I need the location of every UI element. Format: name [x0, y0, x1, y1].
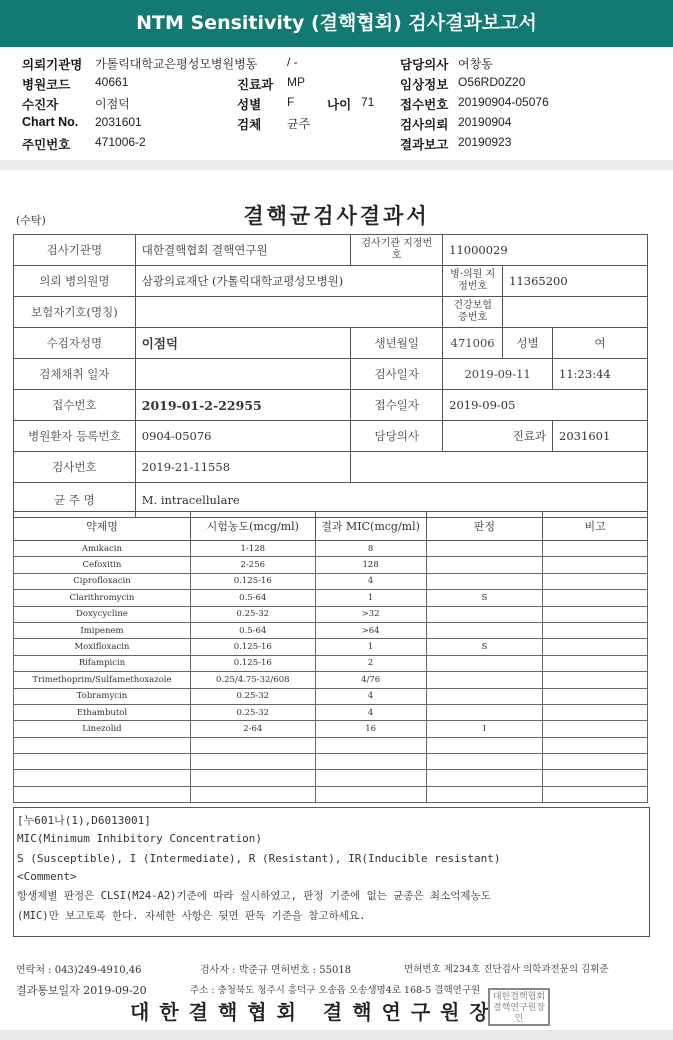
mic-result: >64 — [315, 622, 426, 638]
remark-header: 비고 — [543, 512, 648, 541]
remark — [543, 622, 648, 638]
drug-row — [14, 573, 648, 589]
drug-name: Imipenem — [14, 622, 191, 638]
health-insurance-label: 건강보험 증번호 — [443, 297, 503, 328]
clinical-info-value: O56RD0Z20 — [458, 75, 526, 89]
interpretation: S — [426, 639, 543, 655]
interpretation — [426, 622, 543, 638]
empty-cell — [14, 786, 191, 802]
organization-name: 대한결핵협회 결핵연구원장 — [130, 1000, 499, 1024]
remark — [543, 639, 648, 655]
requesting-institution-value: 가톨릭대학교은평성모병원병동 — [95, 57, 258, 71]
specimen-label: 검체 — [237, 118, 262, 132]
birth-value: 471006 — [443, 328, 503, 359]
drug-name: Trimethoprim/Sulfamethoxazole — [14, 672, 191, 688]
empty-cell — [543, 754, 648, 770]
test-concentration: 0.25-32 — [190, 688, 315, 704]
empty-cell — [426, 754, 543, 770]
patient-name-value: 이점덕 — [95, 97, 130, 111]
remark — [543, 573, 648, 589]
reception-number-label: 접수번호 — [400, 98, 449, 112]
birth-label: 생년월일 — [351, 328, 443, 359]
drug-row — [14, 655, 648, 671]
drug-name: Moxifloxacin — [14, 639, 191, 655]
empty-cell — [315, 754, 426, 770]
mic-result: 4 — [315, 573, 426, 589]
department-label: 진료과 — [237, 78, 274, 92]
test-org-no-label: 검사기관 지정번호 — [351, 235, 443, 266]
remark — [543, 721, 648, 737]
age-label: 나이 — [327, 98, 352, 112]
empty-cell — [14, 754, 191, 770]
reception-date-label: 접수일자 — [351, 390, 443, 421]
req-hospital-no-label: 병·의원 지정번호 — [443, 266, 503, 297]
empty-cell — [315, 770, 426, 786]
health-insurance-value — [503, 297, 648, 328]
mic-result: 8 — [315, 541, 426, 557]
scanned-result-document — [0, 170, 673, 1030]
sex-label: 성별 — [237, 98, 262, 112]
mic-result: 16 — [315, 721, 426, 737]
interpretation — [426, 606, 543, 622]
empty-row — [14, 786, 648, 802]
sex-value: F — [287, 95, 295, 109]
attending-doctor-value: 여창동 — [458, 57, 493, 71]
empty-cell — [426, 737, 543, 753]
test-no-value: 2019-21-11558 — [135, 452, 351, 483]
drug-row — [14, 672, 648, 688]
remark — [543, 541, 648, 557]
notes-interpretation-legend: S (Susceptible), I (Intermediate), R (Resistant), IR(Inducible resistant) — [17, 852, 501, 865]
test-concentration: 0.5-64 — [190, 622, 315, 638]
empty-cell — [190, 754, 315, 770]
dept-value: 2031601 — [553, 421, 648, 452]
interpretation — [426, 655, 543, 671]
test-request-value: 20190904 — [458, 115, 512, 129]
bottom-divider — [0, 1030, 673, 1040]
drug-name: Linezolid — [14, 721, 191, 737]
specimen-value: 균주 — [287, 117, 311, 131]
notes-mic-definition: MIC(Minimum Inhibitory Concentration) — [17, 832, 263, 845]
species-label: 균 주 명 — [14, 483, 136, 518]
test-org-value: 대한결핵협회 결핵연구원 — [135, 235, 351, 266]
registration-no-label: 병원환자 등록번호 — [14, 421, 136, 452]
drug-row — [14, 606, 648, 622]
interpretation — [426, 541, 543, 557]
test-org-no-value: 11000029 — [443, 235, 648, 266]
test-concentration: 0.25-32 — [190, 704, 315, 720]
mic-result: 128 — [315, 557, 426, 573]
result-report-label: 결과보고 — [400, 138, 449, 152]
dept-label: 진료과 — [443, 421, 553, 452]
report-title: NTM Sensitivity (결핵협회) 검사결과보고서 — [136, 12, 537, 34]
collect-date-value — [135, 359, 351, 390]
sex-value-doc: 여 — [553, 328, 648, 359]
empty-cell — [190, 786, 315, 802]
remark — [543, 672, 648, 688]
interpretation — [426, 672, 543, 688]
test-concentration: 0.125-16 — [190, 655, 315, 671]
interpretation — [426, 688, 543, 704]
interpretation: S — [426, 590, 543, 606]
remark — [543, 606, 648, 622]
receipt-label: (수탁) — [16, 214, 46, 227]
contact-info: 연락처 : 043)249-4910,46 — [16, 965, 142, 976]
drug-header: 약제명 — [14, 512, 191, 541]
empty-row — [14, 737, 648, 753]
test-date-label: 검사일자 — [351, 359, 443, 390]
empty-cell — [426, 770, 543, 786]
drug-row — [14, 557, 648, 573]
species-value: M. intracellulare — [135, 483, 647, 518]
notes-box — [13, 807, 650, 937]
drug-name: Rifampicin — [14, 655, 191, 671]
mic-result: 2 — [315, 655, 426, 671]
drug-name: Ciprofloxacin — [14, 573, 191, 589]
license-info: 면허번호 제234호 진단검사 의학과전문의 김휘준 — [404, 964, 609, 975]
mic-result: 4/76 — [315, 672, 426, 688]
patient-name-value-doc: 이점덕 — [135, 328, 351, 359]
mic-result: 1 — [315, 639, 426, 655]
mic-result: 4 — [315, 704, 426, 720]
test-time-value: 11:23:44 — [553, 359, 648, 390]
empty-cell — [190, 737, 315, 753]
requesting-institution-label: 의뢰기관명 — [22, 58, 83, 72]
drug-name: Tobramycin — [14, 688, 191, 704]
remark — [543, 704, 648, 720]
remark — [543, 655, 648, 671]
drug-row — [14, 721, 648, 737]
req-hospital-value: 삼광의료재단 (가톨릭대학교평성모병원) — [135, 266, 442, 297]
test-concentration: 1-128 — [190, 541, 315, 557]
test-no-label: 검사번호 — [14, 452, 136, 483]
remark — [543, 688, 648, 704]
notes-comment-line1: 항생제별 판정은 CLSI(M24-A2)기준에 따라 실시하였고, 판정 기준에 없는 균종은 최소억제농도 — [17, 890, 491, 902]
empty-cell — [190, 770, 315, 786]
test-date-value: 2019-09-11 — [443, 359, 553, 390]
age-value: 71 — [361, 95, 375, 109]
result-report-value: 20190923 — [458, 135, 512, 149]
test-concentration: 2-64 — [190, 721, 315, 737]
empty-cell — [426, 786, 543, 802]
drug-name: Amikacin — [14, 541, 191, 557]
resident-number-label: 주민번호 — [22, 138, 71, 152]
test-org-label: 검사기관명 — [14, 235, 136, 266]
registration-no-value: 0904-05076 — [135, 421, 351, 452]
notes-comment-label: <Comment> — [17, 870, 77, 883]
test-request-label: 검사의뢰 — [400, 118, 449, 132]
drug-susceptibility-table — [13, 511, 648, 803]
drug-row — [14, 688, 648, 704]
report-header — [0, 0, 673, 47]
mic-result: 1 — [315, 590, 426, 606]
test-concentration: 0.125-16 — [190, 639, 315, 655]
drug-name: Doxycycline — [14, 606, 191, 622]
drug-name: Ethambutol — [14, 704, 191, 720]
req-hospital-label: 의뢰 병의원명 — [14, 266, 136, 297]
drug-row — [14, 541, 648, 557]
interpretation — [426, 573, 543, 589]
empty-cell — [315, 786, 426, 802]
empty-cell — [14, 770, 191, 786]
patient-name-label: 수진자 — [22, 98, 59, 112]
report-date: 결과통보일자 2019-09-20 — [16, 984, 147, 997]
doctor-label: 담당의사 — [351, 421, 443, 452]
empty-row — [14, 754, 648, 770]
drug-name: Clarithromycin — [14, 590, 191, 606]
test-concentration: 0.5-64 — [190, 590, 315, 606]
concentration-header: 시험농도(mcg/ml) — [190, 512, 315, 541]
test-concentration: 2-256 — [190, 557, 315, 573]
drug-name: Cefoxitin — [14, 557, 191, 573]
patient-info-panel — [0, 47, 673, 160]
empty-cell — [543, 786, 648, 802]
sex-label-doc: 성별 — [503, 328, 553, 359]
notes-code: [누601나(1),D6013001] — [17, 814, 151, 827]
reception-no-label: 접수번호 — [14, 390, 136, 421]
blank-cell — [351, 452, 648, 483]
empty-cell — [315, 737, 426, 753]
drug-row — [14, 590, 648, 606]
test-concentration: 0.25/4.75-32/608 — [190, 672, 315, 688]
official-seal: 대한결핵협회결핵연구원장인 — [488, 988, 550, 1026]
mic-result: >32 — [315, 606, 426, 622]
chart-no-value: 2031601 — [95, 115, 142, 129]
section-divider — [0, 160, 673, 170]
address-info: 주소 : 충청북도 청주시 흥덕구 오송읍 오송생명4로 168-5 결핵연구원 — [190, 985, 481, 996]
interpretation-header: 판정 — [426, 512, 543, 541]
reception-number-value: 20190904-05076 — [458, 95, 549, 109]
insurance-label: 보험자기호(명칭) — [14, 297, 136, 328]
reception-date-value: 2019-09-05 — [443, 390, 648, 421]
department-value: MP — [287, 75, 305, 89]
interpretation — [426, 557, 543, 573]
drug-row — [14, 639, 648, 655]
drug-row — [14, 704, 648, 720]
insurance-value — [135, 297, 442, 328]
reception-no-value: 2019-01-2-22955 — [135, 390, 351, 421]
ward-value: / - — [287, 55, 298, 69]
examiner-info: 검사자 : 박준규 면허번호 : 55018 — [200, 965, 352, 976]
mic-header: 결과 MIC(mcg/ml) — [315, 512, 426, 541]
remark — [543, 590, 648, 606]
interpretation: I — [426, 721, 543, 737]
document-title: 결핵균검사결과서 — [243, 203, 430, 228]
attending-doctor-label: 담당의사 — [400, 58, 449, 72]
empty-cell — [543, 737, 648, 753]
empty-row — [14, 770, 648, 786]
drug-row — [14, 622, 648, 638]
notes-comment-line2: (MIC)만 보고토록 한다. 자세한 사항은 뒷면 판독 기준을 참고하세요. — [17, 910, 366, 922]
test-concentration: 0.125-16 — [190, 573, 315, 589]
test-info-table — [13, 234, 648, 518]
empty-cell — [543, 770, 648, 786]
mic-result: 4 — [315, 688, 426, 704]
resident-number-value: 471006-2 — [95, 135, 146, 149]
hospital-code-value: 40661 — [95, 75, 129, 89]
clinical-info-label: 임상정보 — [400, 78, 449, 92]
test-concentration: 0.25-32 — [190, 606, 315, 622]
chart-no-label: Chart No. — [22, 115, 79, 129]
hospital-code-label: 병원코드 — [22, 78, 71, 92]
remark — [543, 557, 648, 573]
req-hospital-no-value: 11365200 — [503, 266, 648, 297]
patient-name-label-doc: 수검자성명 — [14, 328, 136, 359]
interpretation — [426, 704, 543, 720]
collect-date-label: 검체채취 일자 — [14, 359, 136, 390]
empty-cell — [14, 737, 191, 753]
